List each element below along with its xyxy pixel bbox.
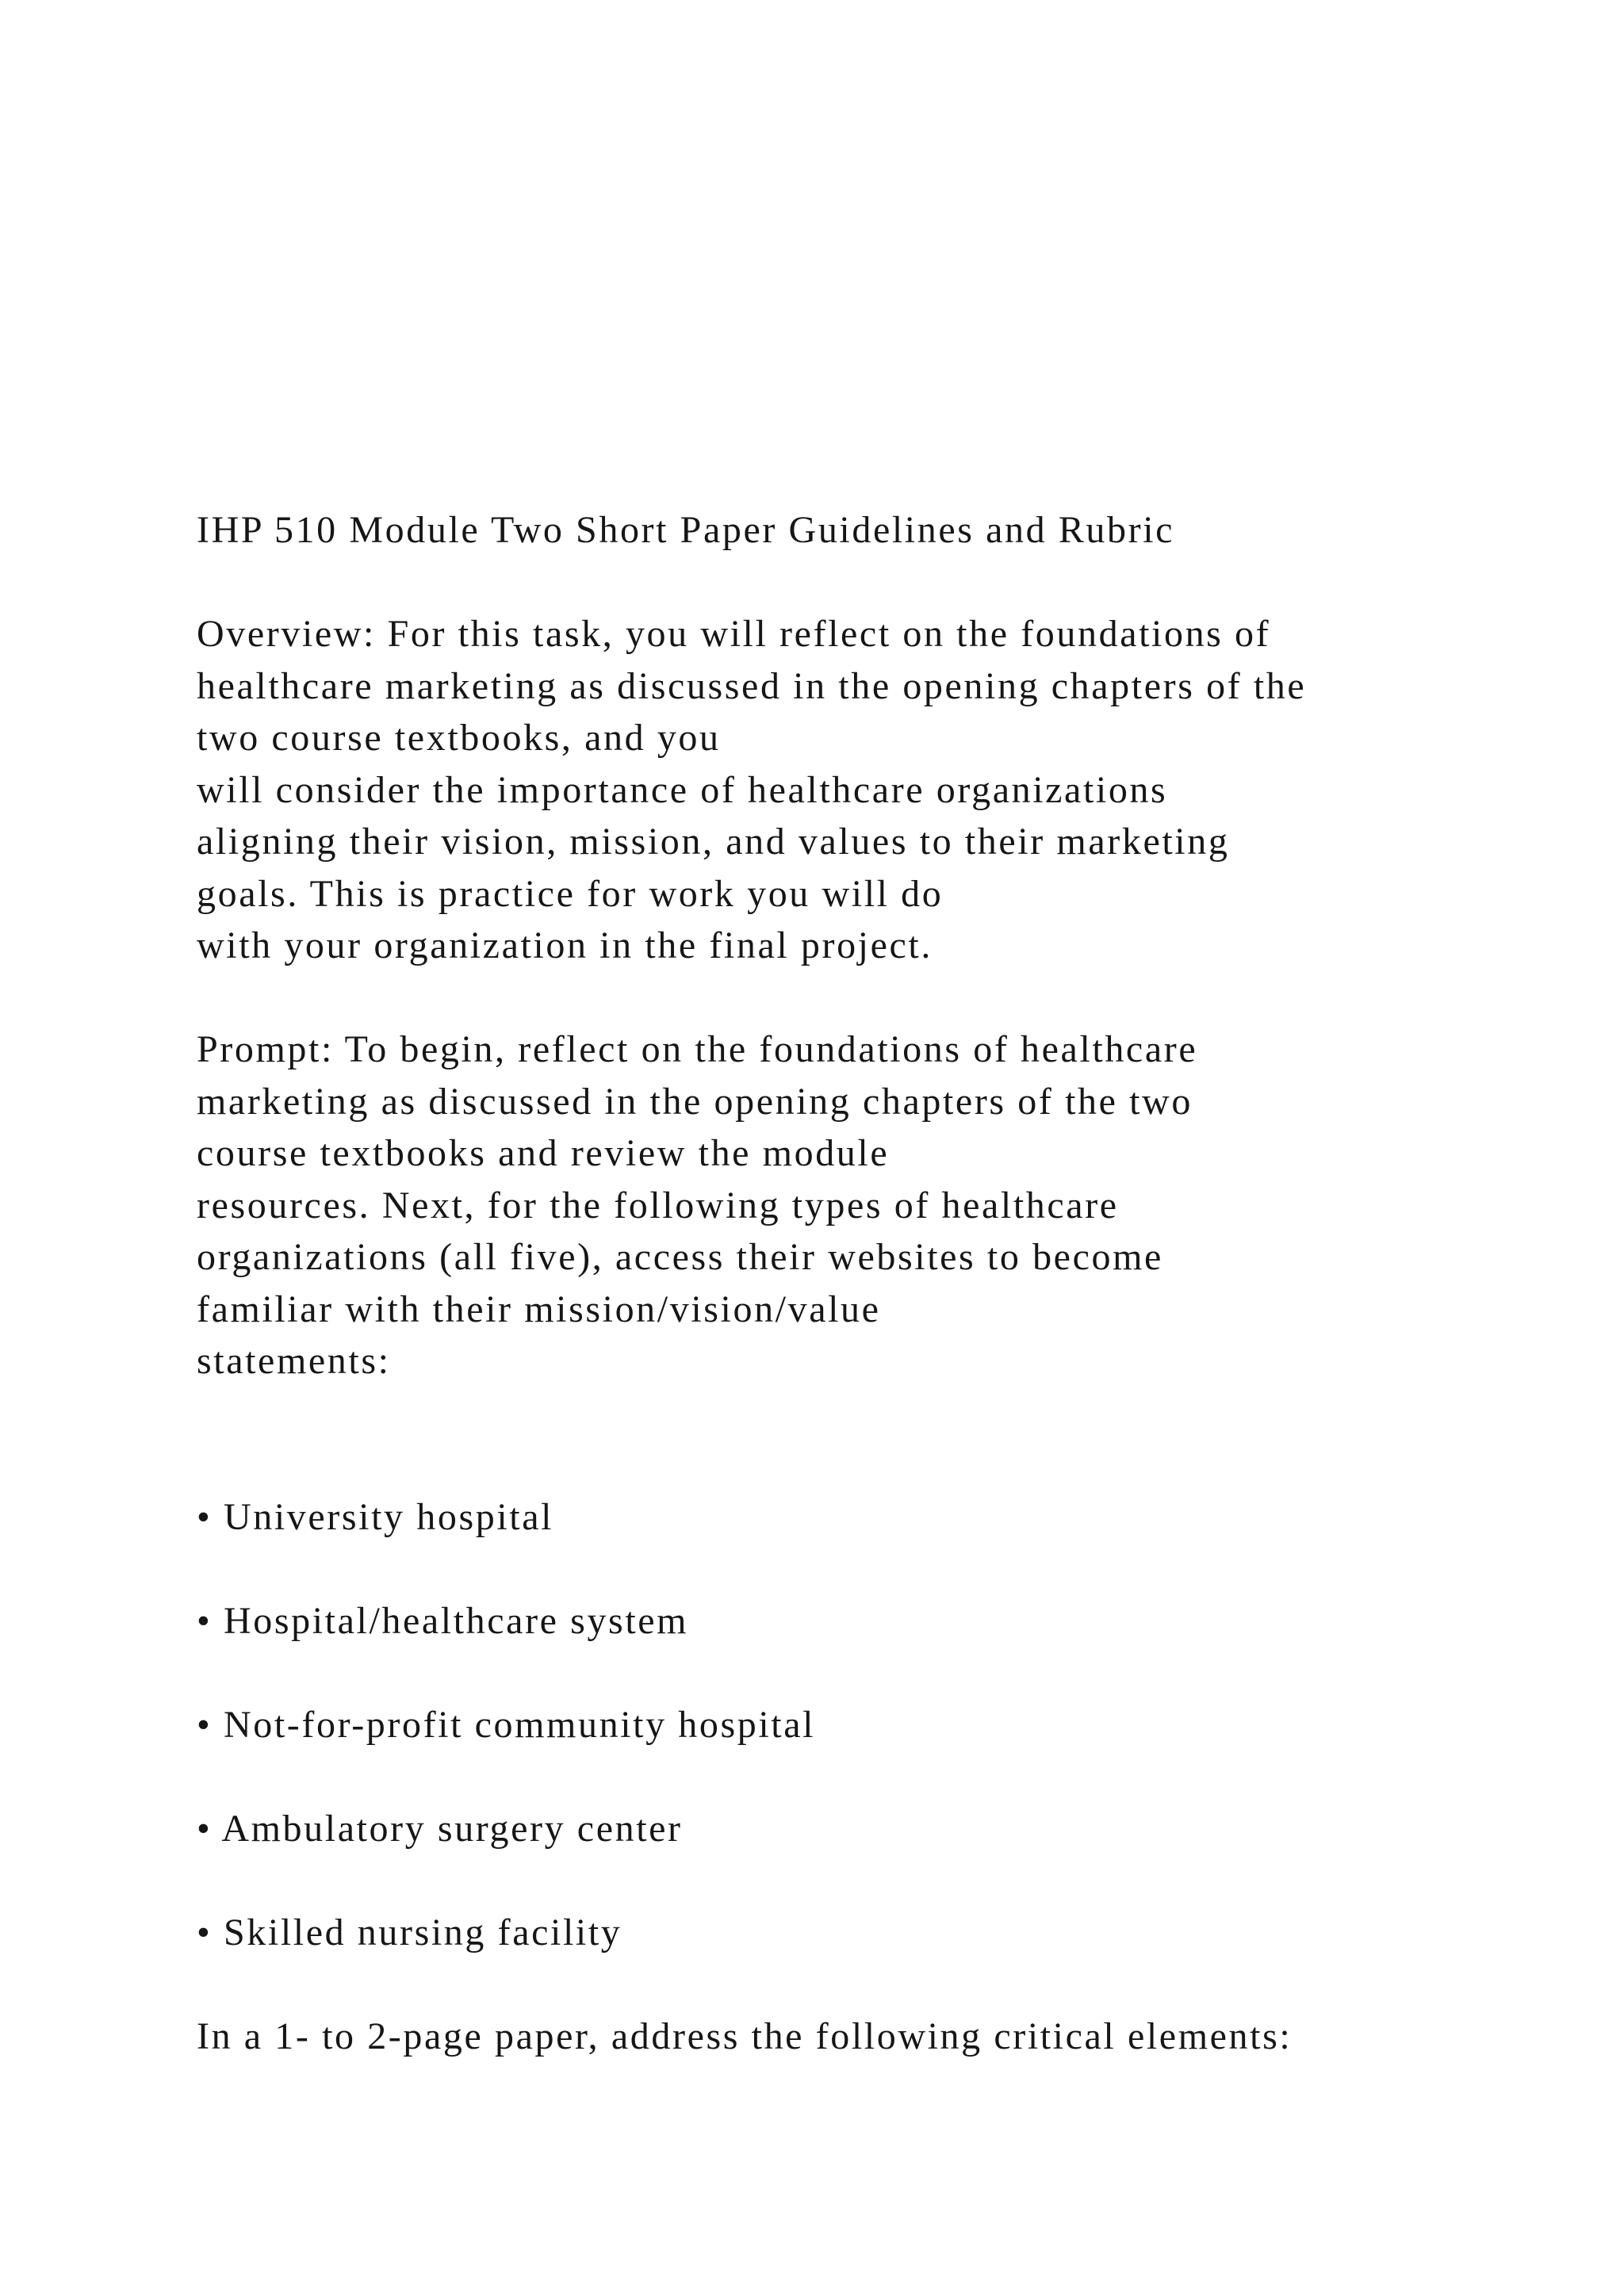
prompt-line: statements: bbox=[197, 1340, 391, 1382]
list-item: • University hospital bbox=[197, 1495, 554, 1538]
overview-line: goals. This is practice for work you will do bbox=[197, 872, 944, 915]
list-spacer bbox=[197, 1751, 1545, 1803]
paragraph-spacer bbox=[197, 557, 1545, 609]
overview-paragraph bbox=[197, 608, 1545, 972]
list-item: • Ambulatory surgery center bbox=[197, 1807, 683, 1850]
prompt-line: Prompt: To begin, reflect on the foundations of healthcare bbox=[197, 1028, 1198, 1070]
document-body bbox=[197, 504, 1545, 2062]
overview-line: two course textbooks, and you bbox=[197, 717, 721, 759]
prompt-paragraph bbox=[197, 1024, 1545, 1387]
prompt-line: organizations (all five), access their websites to become bbox=[197, 1236, 1163, 1278]
organization-type-list bbox=[197, 1491, 1545, 1959]
list-item: • Not-for-profit community hospital bbox=[197, 1703, 816, 1746]
prompt-line: resources. Next, for the following types of healthcare bbox=[197, 1184, 1119, 1226]
document-title: IHP 510 Module Two Short Paper Guidelines and Rubric bbox=[197, 509, 1175, 551]
prompt-line: marketing as discussed in the opening chapters of the two bbox=[197, 1080, 1193, 1123]
overview-line: Overview: For this task, you will reflect on the foundations of bbox=[197, 613, 1271, 655]
prompt-line: familiar with their mission/vision/value bbox=[197, 1288, 881, 1330]
paragraph-spacer bbox=[197, 1958, 1545, 2011]
list-item: • Hospital/healthcare system bbox=[197, 1599, 689, 1642]
overview-line: aligning their vision, mission, and values to their marketing bbox=[197, 821, 1230, 863]
paragraph-spacer bbox=[197, 1387, 1545, 1491]
list-spacer bbox=[197, 1647, 1545, 1699]
overview-line: will consider the importance of healthcare organizations bbox=[197, 768, 1168, 811]
overview-line: healthcare marketing as discussed in the opening chapters of the bbox=[197, 664, 1307, 707]
prompt-line: course textbooks and review the module bbox=[197, 1132, 890, 1174]
list-item: • Skilled nursing facility bbox=[197, 1911, 622, 1954]
list-spacer bbox=[197, 1543, 1545, 1595]
overview-line: with your organization in the final project. bbox=[197, 924, 933, 966]
paragraph-spacer bbox=[197, 972, 1545, 1024]
closing-line: In a 1- to 2-page paper, address the following critical elements: bbox=[197, 2015, 1293, 2057]
list-spacer bbox=[197, 1854, 1545, 1907]
